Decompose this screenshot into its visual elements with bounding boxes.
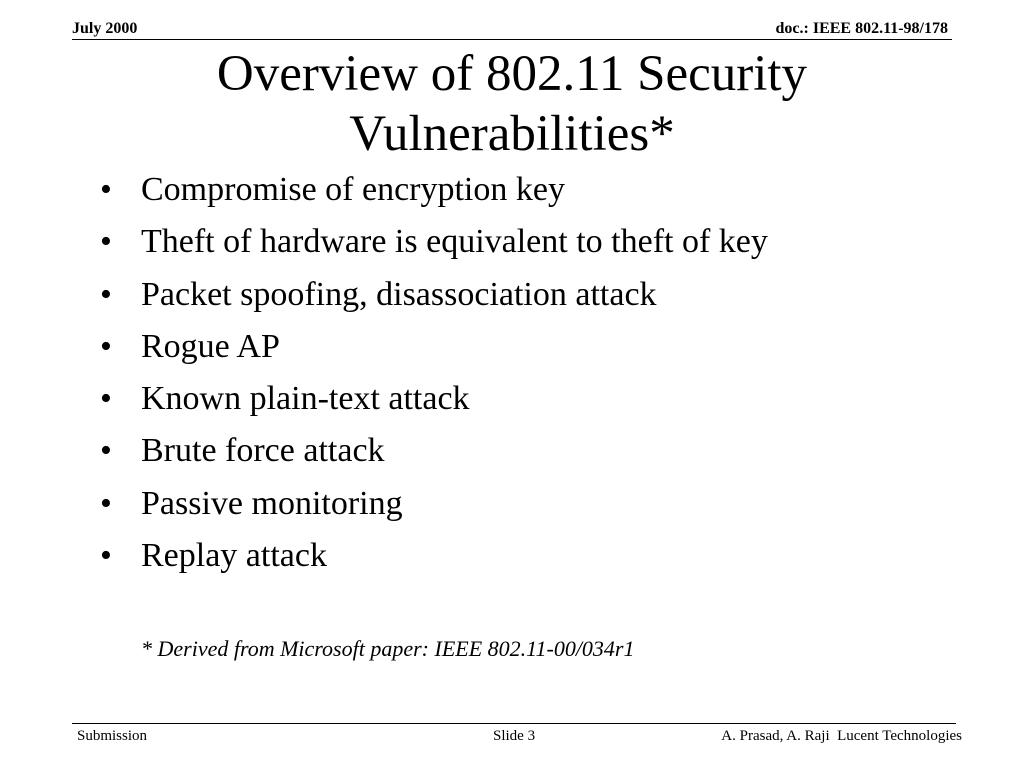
bullet-icon: • xyxy=(100,275,112,313)
bullet-item xyxy=(100,373,768,425)
bullet-text: Compromise of encryption key xyxy=(141,171,565,208)
bullet-icon: • xyxy=(100,432,112,470)
slide-title xyxy=(0,44,1024,164)
bullet-item xyxy=(100,321,768,373)
bullet-item xyxy=(100,216,768,268)
bullet-item xyxy=(100,530,768,582)
footer-slide-number: Slide 3 xyxy=(493,728,536,744)
bullet-text: Replay attack xyxy=(141,537,327,575)
bullet-item xyxy=(100,269,768,321)
bullet-item xyxy=(100,425,768,477)
bullet-icon: • xyxy=(100,223,112,261)
bullet-text: Rogue AP xyxy=(141,327,280,365)
header-doc-id: doc.: IEEE 802.11-98/178 xyxy=(775,20,948,37)
bullet-text: Known plain-text attack xyxy=(141,380,470,418)
footnote: * Derived from Microsoft paper: IEEE 802.11-00/034r1 xyxy=(141,636,635,661)
header-divider xyxy=(72,39,952,40)
bullet-text: Theft of hardware is equivalent to theft of key xyxy=(141,223,768,261)
bullet-icon: • xyxy=(100,327,112,365)
bullet-icon: • xyxy=(100,537,112,575)
bullet-icon: • xyxy=(100,171,112,208)
slide-title-line-1: Overview of 802.11 Security xyxy=(216,46,808,102)
bullet-icon: • xyxy=(100,484,112,522)
slide-title-line-2: Vulnerabilities* xyxy=(349,106,675,162)
footer-divider xyxy=(72,723,956,724)
bullet-item xyxy=(100,478,768,530)
bullet-list xyxy=(100,164,768,582)
footer-authors: A. Prasad, A. Raji Lucent Technologies xyxy=(721,728,962,744)
bullet-text: Packet spoofing, disassociation attack xyxy=(141,275,657,313)
bullet-item xyxy=(100,164,768,216)
bullet-icon: • xyxy=(100,380,112,418)
bullet-text: Passive monitoring xyxy=(141,484,403,522)
footer-submission: Submission xyxy=(77,728,148,744)
bullet-text: Brute force attack xyxy=(141,432,385,470)
header-date: July 2000 xyxy=(72,20,138,37)
